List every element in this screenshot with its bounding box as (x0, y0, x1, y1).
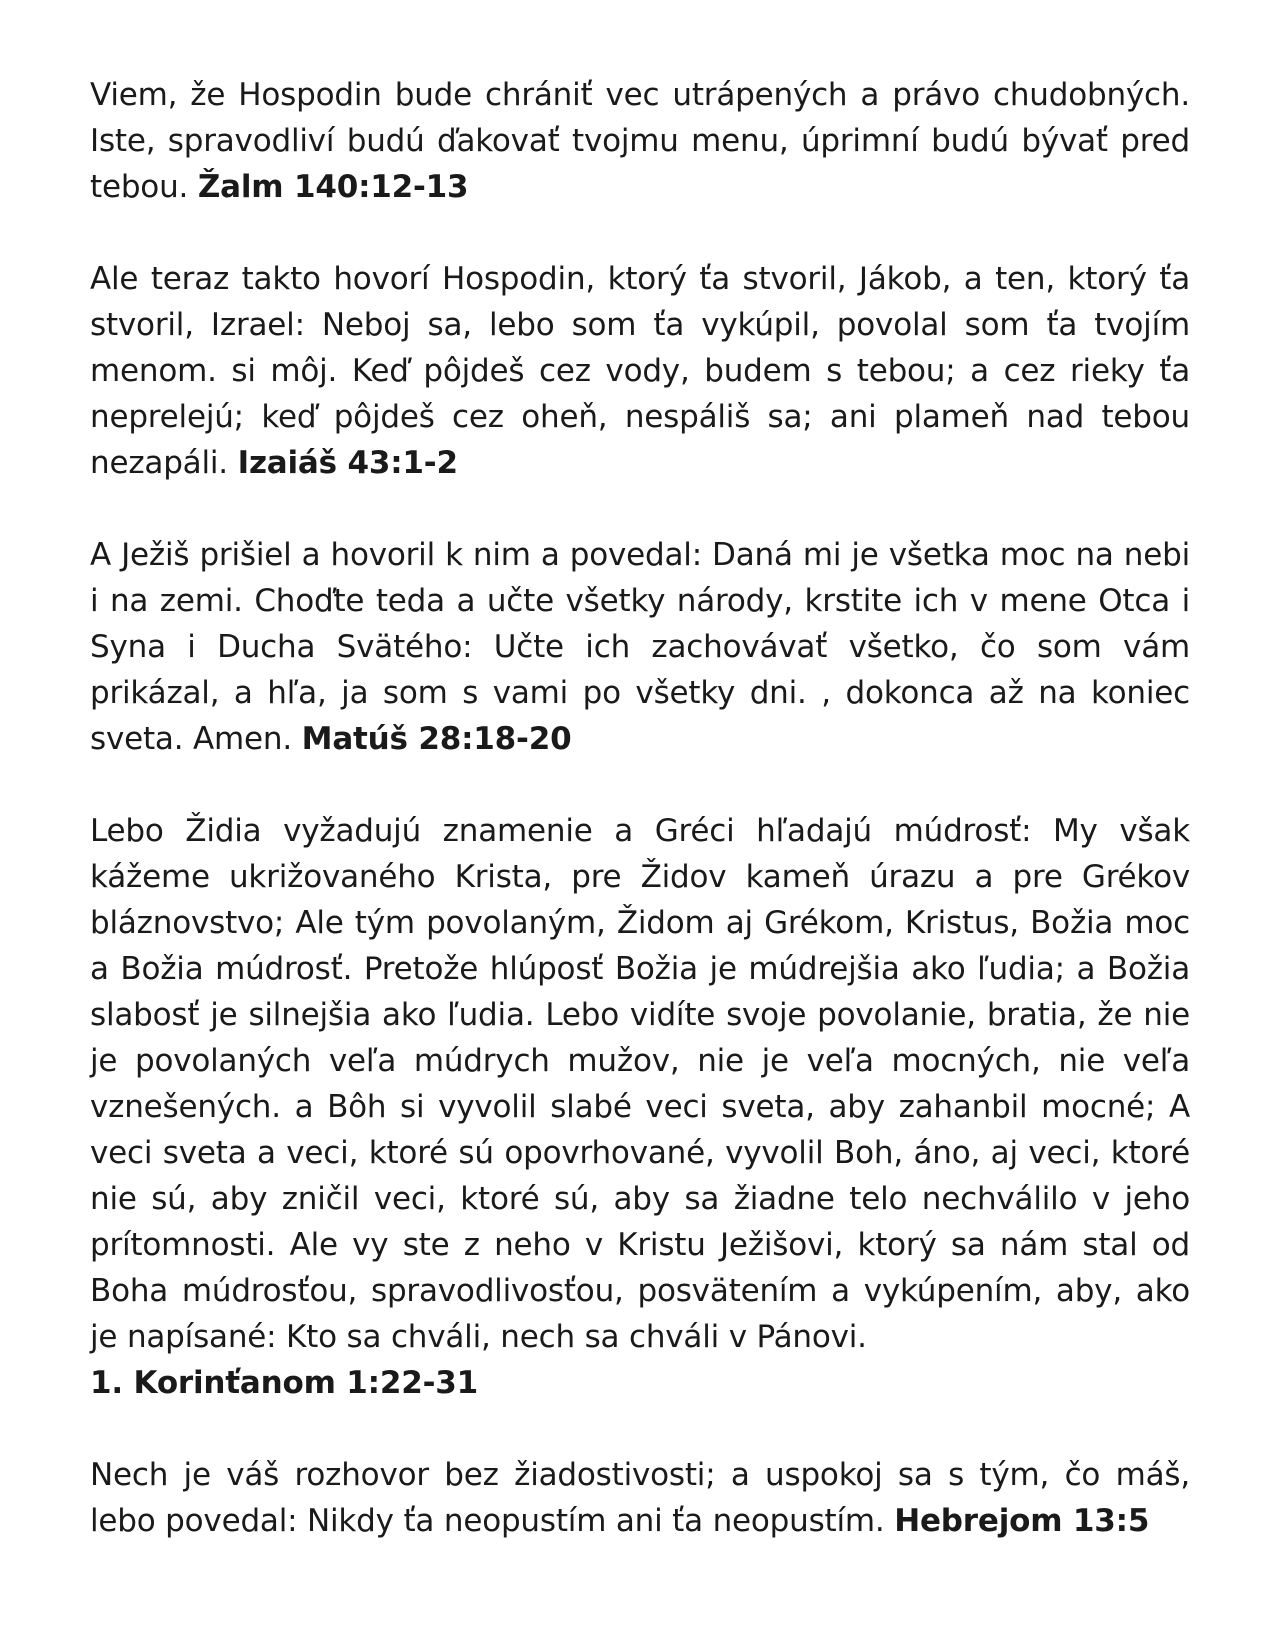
verse-text: A Ježiš prišiel a hovoril k nim a povedal: Daná mi je všetka moc na nebi i na zemi. Choďte teda a učte všetky národy, krstite ich v mene Otca i Syna i Ducha Svätého: Učte ich zachovávať všetko, čo som vám prikázal, a hľa, ja som s vami po všetky dni. , dokonca až na koniec sveta. Amen. (90, 537, 1190, 757)
verse-reference: Izaiáš 43:1-2 (237, 445, 458, 481)
verse-paragraph (90, 72, 1190, 210)
verse-paragraph (90, 256, 1190, 486)
verse-reference: Matúš 28:18-20 (301, 721, 572, 757)
verse-reference: 1. Korinťanom 1:22-31 (90, 1365, 479, 1401)
verse-reference: Žalm 140:12-13 (197, 169, 469, 205)
verse-text: Lebo Židia vyžadujú znamenie a Gréci hľadajú múdrosť: My však kážeme ukrižovaného Krista, pre Židov kameň úrazu a pre Grékov bláznovstvo; Ale tým povolaným, Židom aj Grékom, Kristus, Božia moc a Božia múdrosť. Pretože hlúposť Božia je múdrejšia ako ľudia; a Božia slabosť je silnejšia ako ľudia. Lebo vidíte svoje povolanie, bratia, že nie je povolaných veľa múdrych mužov, nie je veľa mocných, nie veľa vznešených. a Bôh si vyvolil slabé veci sveta, aby zahanbil mocné; A veci sveta a veci, ktoré sú opovrhované, vyvolil Boh, áno, aj veci, ktoré nie sú, aby zničil veci, ktoré sú, aby sa žiadne telo nechválilo v jeho prítomnosti. Ale vy ste z neho v Kristu Ježišovi, ktorý sa nám stal od Boha múdrosťou, spravodlivosťou, posvätením a vykúpením, aby, ako je napísané: Kto sa chváli, nech sa chváli v Pánovi. (90, 813, 1190, 1355)
verse-paragraph (90, 1452, 1190, 1544)
verse-text: Viem, že Hospodin bude chrániť vec utrápených a právo chudobných. Iste, spravodliví budú ďakovať tvojmu menu, úprimní budú bývať pred tebou. (90, 77, 1190, 205)
document-page (90, 72, 1190, 1544)
verse-reference: Hebrejom 13:5 (894, 1503, 1150, 1539)
verse-text: Nech je váš rozhovor bez žiadostivosti; a uspokoj sa s tým, čo máš, lebo povedal: Nikdy ťa neopustím ani ťa neopustím. (90, 1457, 1190, 1539)
verse-text: Ale teraz takto hovorí Hospodin, ktorý ťa stvoril, Jákob, a ten, ktorý ťa stvoril, Izrael: Neboj sa, lebo som ťa vykúpil, povolal som ťa tvojím menom. si môj. Keď pôjdeš cez vody, budem s tebou; a cez rieky ťa neprelejú; keď pôjdeš cez oheň, nespáliš sa; ani plameň nad tebou nezapáli. (90, 261, 1190, 481)
verse-paragraph (90, 808, 1190, 1406)
verse-paragraph (90, 532, 1190, 762)
